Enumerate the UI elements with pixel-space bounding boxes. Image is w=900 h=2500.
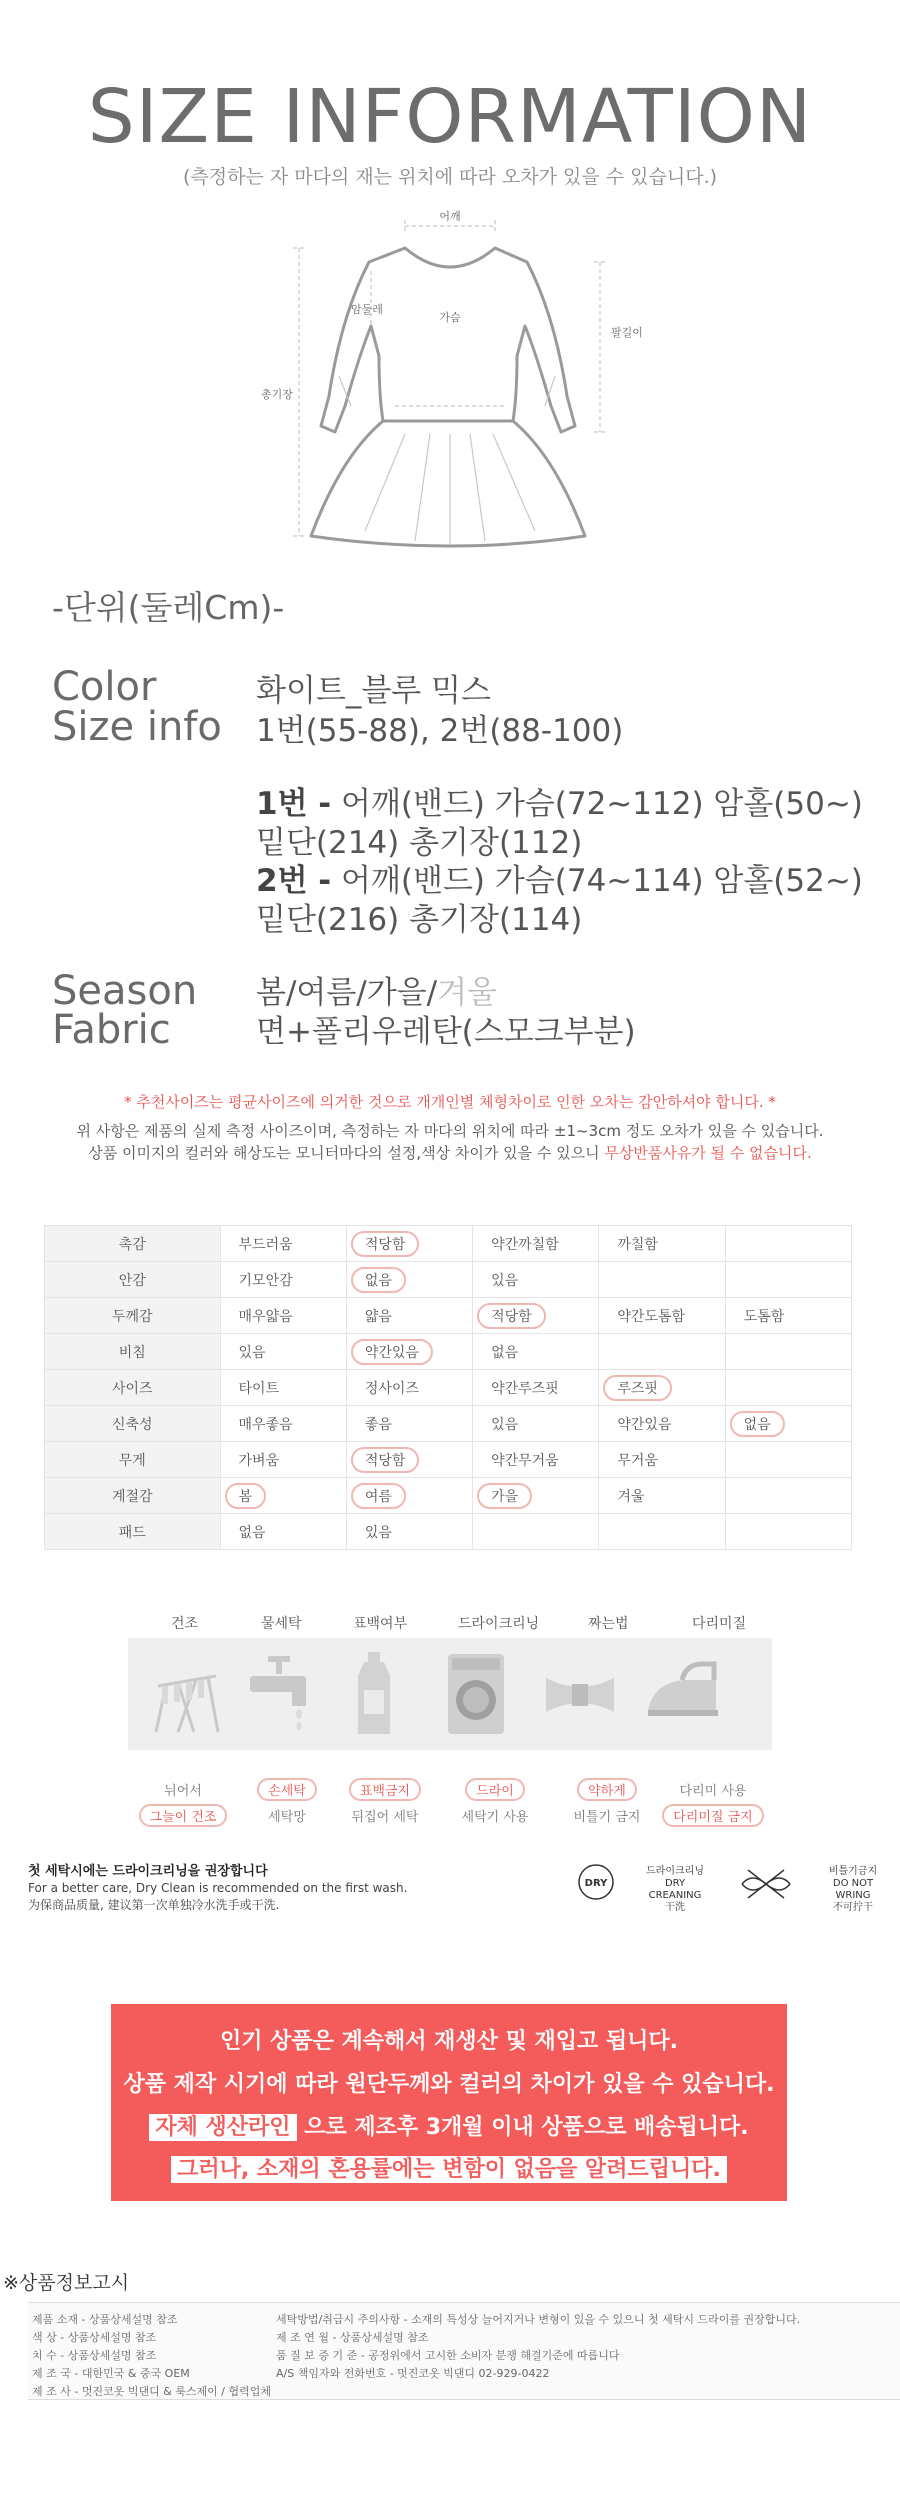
fabric-row-label: 신축성	[45, 1406, 221, 1442]
care-wash-top: 손세탁	[257, 1778, 317, 1801]
fabric-option-cell	[599, 1370, 725, 1406]
fabric-row-label: 안감	[45, 1262, 221, 1298]
dry-note-english: For a better care, Dry Clean is recommended on the first wash.	[28, 1881, 408, 1895]
care-wash-method	[232, 1778, 342, 1825]
fabric-option-selected: 루즈핏	[603, 1375, 672, 1401]
fabric-option: 약간루즈핏	[491, 1380, 559, 1397]
fabric-option-cell	[725, 1442, 851, 1478]
care-wring-method	[552, 1778, 662, 1825]
dry-cleaning-kr: 드라이크리닝	[646, 1866, 704, 1877]
banner-line-1: 인기 상품은 계속해서 재생산 및 재입고 됩니다.	[219, 2029, 679, 2054]
fabric-option-cell	[473, 1478, 599, 1514]
iron-icon	[634, 1646, 730, 1742]
fabric-option-selected: 약간있음	[351, 1339, 433, 1365]
care-label-ironing: 다리미질	[692, 1616, 747, 1632]
fabric-option-cell	[725, 1406, 851, 1442]
fabric-option-cell	[599, 1514, 725, 1550]
dry-circle-icon	[576, 1862, 616, 1902]
dry-cleaning-cn: 干洗	[665, 1902, 685, 1913]
fabric-characteristics-table	[44, 1225, 852, 1550]
fabric-option-cell	[725, 1262, 851, 1298]
fabric-option: 없음	[491, 1344, 519, 1361]
fabric-option-cell	[220, 1514, 346, 1550]
fabric-option-selected: 없음	[730, 1411, 785, 1437]
banner-line-4	[111, 2152, 787, 2183]
fabric-option: 약간있음	[617, 1416, 672, 1433]
color-notice-warning: 무상반품사유가 될 수 없습니다.	[604, 1144, 812, 1162]
size-information-subtitle: (측정하는 자 마다의 재는 위치에 따라 오차가 있을 수 있습니다.)	[182, 166, 718, 188]
size1-line1	[256, 786, 863, 822]
fabric-row	[45, 1406, 852, 1442]
fabric-option-cell	[599, 1226, 725, 1262]
dry-cleaning-en2: CREANING	[648, 1890, 702, 1901]
fabric-option-cell	[725, 1370, 851, 1406]
fabric-row	[45, 1298, 852, 1334]
size2-line1	[256, 863, 863, 899]
size-info-value: 1번(55-88), 2번(88-100)	[256, 713, 624, 749]
info-manufacturer: 제 조 사 - 멋진코옷 빅댄디 & 룩스제이 / 협력업체	[32, 2385, 271, 2398]
fabric-option-cell	[473, 1442, 599, 1478]
size2-measure-1: 어깨(밴드) 가슴(74~114) 암홀(52~)	[331, 863, 863, 899]
fabric-option-cell	[220, 1478, 346, 1514]
fabric-option-cell	[473, 1298, 599, 1334]
fabric-option: 부드러움	[238, 1236, 293, 1253]
size1-number: 1번 -	[256, 786, 332, 822]
info-color: 색 상 - 상품상세설명 참조	[32, 2331, 157, 2344]
fabric-option: 있음	[238, 1344, 266, 1361]
banner-highlight-production: 자체 생산라인	[149, 2114, 296, 2141]
dress-measurement-diagram	[255, 206, 645, 556]
fabric-option: 정사이즈	[364, 1380, 419, 1397]
care-bleach-bottom: 뒤집어 세탁	[351, 1810, 419, 1825]
fabric-option-cell	[220, 1370, 346, 1406]
fabric-option-selected: 적당함	[477, 1303, 546, 1329]
fabric-option-cell	[220, 1262, 346, 1298]
banner-line-3-text: 으로 제조후 3개월 이내 상품으로 배송됩니다.	[296, 2115, 749, 2140]
fabric-row	[45, 1262, 852, 1298]
info-as-contact: A/S 책임자와 전화번호 - 멋진코옷 빅댄디 02-929-0422	[276, 2367, 550, 2380]
dry-cleaning-symbol	[640, 1866, 710, 1914]
fabric-option-cell	[346, 1334, 472, 1370]
fabric-option-selected: 없음	[351, 1267, 406, 1293]
fabric-option-cell	[473, 1334, 599, 1370]
dry-note-bold: 첫 세탁시에는 드라이크리닝을 권장합니다	[28, 1864, 268, 1879]
no-wring-symbol	[818, 1866, 888, 1914]
fabric-value: 면+폴리우레탄(스모크부분)	[256, 1014, 636, 1050]
fabric-option-cell	[725, 1226, 851, 1262]
fabric-row-label: 사이즈	[45, 1370, 221, 1406]
fabric-option-cell	[599, 1478, 725, 1514]
fabric-option-selected: 적당함	[351, 1231, 420, 1257]
care-bleach-method	[330, 1778, 440, 1825]
care-label-wringing: 짜는법	[588, 1616, 629, 1632]
fabric-option-cell	[473, 1406, 599, 1442]
size-information-title: SIZE INFORMATION	[87, 74, 813, 160]
fabric-option-cell	[220, 1298, 346, 1334]
product-info-title: ※상품정보고시	[3, 2272, 130, 2294]
care-iron-bottom: 다리미질 금지	[662, 1804, 763, 1827]
fabric-option-cell	[725, 1514, 851, 1550]
care-iron-method	[658, 1780, 768, 1827]
fabric-option: 가벼움	[238, 1452, 280, 1469]
info-quality-standard: 품 질 보 증 기 준 - 공정위에서 고시한 소비자 분쟁 해결기준에 따릅니다	[276, 2349, 620, 2362]
fabric-option: 있음	[491, 1272, 519, 1289]
banner-line-3	[111, 2110, 787, 2141]
fabric-row	[45, 1478, 852, 1514]
fabric-option: 매우얇음	[238, 1308, 293, 1325]
fabric-option: 있음	[491, 1416, 519, 1433]
no-wring-cn: 不可拧干	[833, 1902, 873, 1913]
fabric-option-cell	[346, 1226, 472, 1262]
size2-number: 2번 -	[256, 863, 332, 899]
washing-machine-icon	[428, 1646, 524, 1742]
care-wash-bottom: 세탁망	[268, 1810, 306, 1825]
banner-line-2: 상품 제작 시기에 따라 원단두께와 컬러의 차이가 있을 수 있습니다.	[123, 2072, 775, 2097]
fabric-option: 얇음	[364, 1308, 392, 1325]
care-dry-bottom: 그늘이 건조	[139, 1804, 228, 1827]
fabric-option-cell	[346, 1262, 472, 1298]
shoulder-label: 어깨	[439, 210, 461, 223]
fabric-option-cell	[599, 1334, 725, 1370]
season-value	[256, 975, 497, 1011]
info-country: 제 조 국 - 대한민국 & 중국 OEM	[32, 2367, 190, 2380]
season-inactive: 겨울	[437, 975, 497, 1011]
fabric-row-label: 촉감	[45, 1226, 221, 1262]
fabric-option-cell	[473, 1262, 599, 1298]
size1-measure-1: 어깨(밴드) 가슴(72~112) 암홀(50~)	[331, 786, 863, 822]
fabric-option-cell	[220, 1442, 346, 1478]
fabric-option-cell	[346, 1442, 472, 1478]
color-value: 화이트_블루 믹스	[256, 673, 491, 709]
fabric-row	[45, 1334, 852, 1370]
no-wring-icon	[738, 1868, 794, 1900]
care-label-bleach: 표백여부	[353, 1616, 408, 1632]
fabric-row-label: 두께감	[45, 1298, 221, 1334]
fabric-row-label: 패드	[45, 1514, 221, 1550]
product-info-box	[28, 2302, 900, 2400]
dry-cleaning-notes	[28, 1863, 407, 1914]
fabric-option-selected: 적당함	[351, 1447, 420, 1473]
fabric-option-cell	[725, 1298, 851, 1334]
fabric-option-cell	[725, 1334, 851, 1370]
no-wring-en1: DO NOT	[832, 1878, 874, 1889]
care-iron-top: 다리미 사용	[679, 1784, 747, 1799]
dry-cleaning-en1: DRY	[664, 1878, 686, 1889]
fabric-option: 기모안감	[238, 1272, 293, 1289]
info-material: 제품 소재 - 상품상세설명 참조	[32, 2313, 178, 2326]
fabric-row	[45, 1226, 852, 1262]
size-info-label: Size info	[52, 704, 222, 750]
fabric-option-selected: 여름	[351, 1483, 406, 1509]
dress-outline	[311, 248, 585, 546]
armhole-label: 암둘레	[351, 303, 383, 316]
size-recommend-notice: * 추천사이즈는 평균사이즈에 의거한 것으로 개개인별 체형차이로 인한 오차는 감안하셔야 합니다. *	[124, 1093, 776, 1111]
fabric-option-cell	[473, 1370, 599, 1406]
season-label: Season	[52, 968, 198, 1014]
fabric-row-label: 계절감	[45, 1478, 221, 1514]
wringing-cloth-icon	[532, 1646, 628, 1742]
care-dryclean-top: 드라이	[465, 1778, 525, 1801]
measurement-notice: 위 사항은 제품의 실제 측정 사이즈이며, 측정하는 자 마다의 위치에 따라 ±1~3cm 정도 오차가 있을 수 있습니다.	[76, 1122, 824, 1140]
fabric-option-cell	[220, 1334, 346, 1370]
fabric-option: 타이트	[238, 1380, 280, 1397]
fabric-option: 무거움	[617, 1452, 658, 1469]
fabric-row-label: 무게	[45, 1442, 221, 1478]
no-wring-kr: 비틀기금지	[828, 1866, 878, 1877]
chest-label: 가슴	[439, 311, 461, 324]
fabric-option-cell	[220, 1406, 346, 1442]
fabric-option: 좋음	[364, 1416, 392, 1433]
total-length-label: 총기장	[261, 388, 293, 401]
care-dryclean-bottom: 세탁기 사용	[461, 1810, 529, 1825]
info-washing: 세탁방법/취급시 주의사항 - 소재의 특성상 늘어지거나 변형이 있을 수 있으니 첫 세탁시 드라이를 권장합니다.	[276, 2313, 801, 2326]
bleach-bottle-icon	[326, 1646, 422, 1742]
sleeve-length-label: 팔길이	[611, 326, 643, 339]
fabric-option-cell	[473, 1514, 599, 1550]
season-active: 봄/여름/가을/	[256, 975, 438, 1011]
fabric-option: 까칠함	[617, 1236, 658, 1253]
size1-line2: 밑단(214) 총기장(112)	[256, 825, 583, 861]
restock-notice-banner	[111, 2004, 787, 2201]
fabric-option: 겨울	[617, 1488, 645, 1505]
fabric-option-selected: 봄	[225, 1483, 267, 1509]
fabric-option-cell	[473, 1226, 599, 1262]
fabric-option: 매우좋음	[238, 1416, 293, 1433]
fabric-option: 약간까칠함	[491, 1236, 559, 1253]
color-notice-text: 상품 이미지의 컬러와 해상도는 모니터마다의 설정,색상 차이가 있을 수 있으니	[88, 1144, 605, 1162]
fabric-option-cell	[346, 1514, 472, 1550]
fabric-label: Fabric	[52, 1007, 171, 1053]
fabric-row	[45, 1514, 852, 1550]
dry-note-chinese: 为保商品质量, 建议第一次单独冷水洗手或干洗.	[28, 1898, 280, 1912]
fabric-option-cell	[599, 1406, 725, 1442]
color-notice	[0, 1142, 900, 1163]
fabric-option-cell	[599, 1442, 725, 1478]
fabric-option-selected: 가을	[477, 1483, 532, 1509]
dry-circle-text: DRY	[584, 1878, 608, 1889]
care-label-dry-cleaning: 드라이크리닝	[458, 1616, 540, 1632]
info-manufacture-date: 제 조 연 월 - 상품상세설명 참조	[276, 2331, 429, 2344]
fabric-option-cell	[599, 1298, 725, 1334]
color-label: Color	[52, 664, 157, 710]
no-wring-en2: WRING	[835, 1890, 871, 1901]
unit-label: -단위(둘레Cm)-	[52, 588, 285, 627]
size2-line2: 밑단(216) 총기장(114)	[256, 902, 583, 938]
fabric-row-label: 비침	[45, 1334, 221, 1370]
fabric-option: 약간도톰함	[617, 1308, 685, 1325]
fabric-option-cell	[346, 1298, 472, 1334]
fabric-option: 있음	[364, 1524, 392, 1541]
fabric-option-cell	[346, 1370, 472, 1406]
fabric-option: 없음	[238, 1524, 266, 1541]
banner-highlight-material: 그러나, 소재의 혼용률에는 변함이 없음을 알려드립니다.	[171, 2156, 727, 2183]
care-wring-top: 약하게	[577, 1778, 637, 1801]
care-dry-top: 뉘어서	[164, 1784, 202, 1799]
care-icon-strip	[128, 1638, 772, 1750]
fabric-row	[45, 1370, 852, 1406]
fabric-row	[45, 1442, 852, 1478]
care-dryclean-method	[440, 1778, 550, 1825]
fabric-option: 도톰함	[743, 1308, 785, 1325]
fabric-option-cell	[346, 1406, 472, 1442]
fabric-option: 약간무거움	[491, 1452, 559, 1469]
fabric-option-cell	[725, 1478, 851, 1514]
care-label-water-wash: 물세탁	[261, 1616, 302, 1632]
care-label-dry: 건조	[171, 1616, 199, 1632]
drying-rack-icon	[138, 1646, 234, 1742]
care-bleach-top: 표백금지	[349, 1778, 421, 1801]
fabric-option-cell	[220, 1226, 346, 1262]
fabric-option-cell	[599, 1262, 725, 1298]
fabric-option-cell	[346, 1478, 472, 1514]
faucet-icon	[232, 1646, 328, 1742]
care-dry-method	[128, 1780, 238, 1827]
care-wring-bottom: 비틀기 금지	[573, 1810, 641, 1825]
info-size: 치 수 - 상품상세설명 참조	[32, 2349, 157, 2362]
